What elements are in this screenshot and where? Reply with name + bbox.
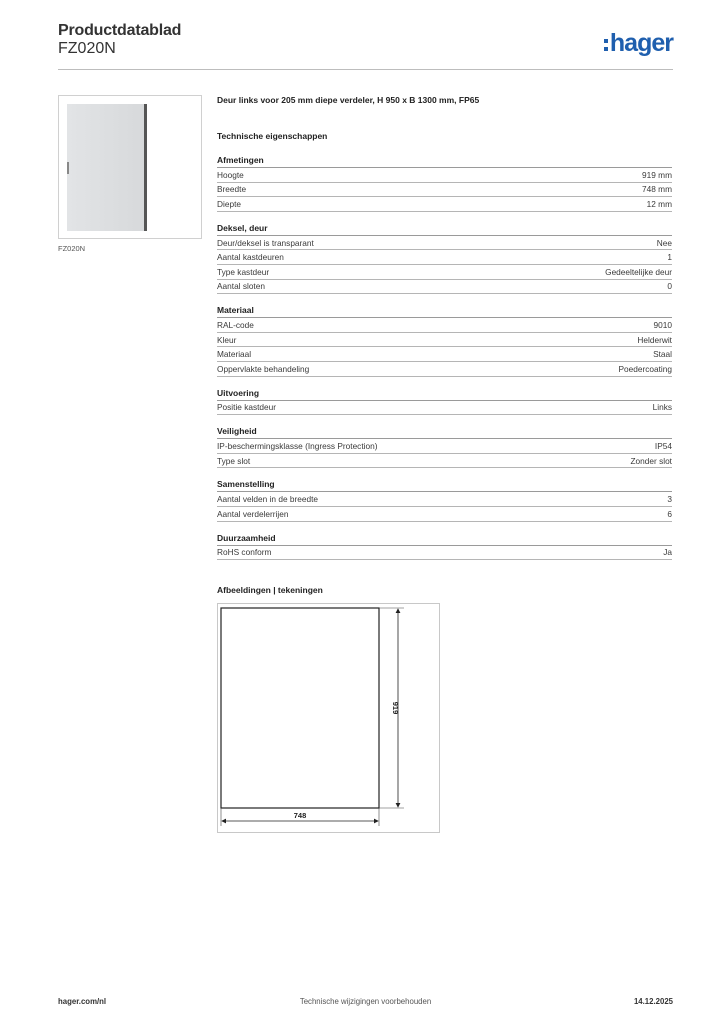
section-heading: Veiligheid — [217, 426, 672, 439]
height-label: 919 — [391, 701, 400, 715]
product-image — [58, 95, 202, 239]
spec-value: Ja — [663, 547, 672, 558]
technical-drawing — [217, 603, 440, 833]
spec-section — [217, 155, 672, 212]
spec-value: Helderwit — [637, 334, 672, 345]
hager-logo — [604, 30, 673, 56]
spec-label: Breedte — [217, 184, 247, 195]
spec-label: Aantal verdelerrijen — [217, 508, 289, 519]
width-label: 748 — [293, 811, 307, 820]
spec-row — [217, 439, 672, 454]
spec-value: 12 mm — [646, 198, 672, 209]
tech-heading: Technische eigenschappen — [217, 131, 328, 141]
spec-label: Kleur — [217, 334, 237, 345]
product-description: Deur links voor 205 mm diepe verdeler, H 950 x B 1300 mm, FP65 — [217, 95, 480, 105]
spec-value: 1 — [667, 252, 672, 263]
spec-row — [217, 183, 672, 198]
spec-value: 0 — [667, 281, 672, 292]
spec-label: Positie kastdeur — [217, 402, 277, 413]
logo-wordmark: hager — [609, 29, 673, 57]
images-section — [217, 585, 672, 820]
product-image-caption: FZ020N — [58, 244, 86, 253]
spec-value: 6 — [667, 508, 672, 519]
spec-label: Aantal sloten — [217, 281, 265, 292]
product-code: FZ020N — [58, 40, 116, 57]
spec-section — [217, 223, 672, 294]
spec-label: Aantal velden in de breedte — [217, 494, 319, 505]
footer-date: 14.12.2025 — [633, 997, 673, 1006]
spec-label: Deur/deksel is transparant — [217, 237, 314, 248]
spec-label: Type slot — [217, 455, 251, 466]
spec-row — [217, 492, 672, 507]
images-heading: Afbeeldingen | tekeningen — [217, 585, 323, 595]
spec-section — [217, 533, 672, 561]
spec-section — [217, 426, 672, 468]
spec-row — [217, 280, 672, 295]
spec-row — [217, 454, 672, 469]
spec-value: Nee — [656, 237, 672, 248]
section-heading: Materiaal — [217, 305, 672, 318]
spec-row — [217, 318, 672, 333]
spec-value: Links — [652, 402, 672, 413]
footer-website-link[interactable]: hager.com/nl — [58, 997, 107, 1006]
spec-section — [217, 479, 672, 521]
spec-label: Aantal kastdeuren — [217, 252, 284, 263]
spec-content — [217, 95, 672, 571]
page-footer — [58, 997, 673, 1011]
spec-row — [217, 546, 672, 561]
section-heading: Duurzaamheid — [217, 533, 672, 546]
page-title: Productdatablad — [58, 22, 182, 39]
spec-value: Zonder slot — [630, 455, 672, 466]
spec-value: Gedeeltelijke deur — [605, 266, 672, 277]
logo-dots-icon — [604, 39, 608, 51]
spec-row — [217, 347, 672, 362]
spec-label: Oppervlakte behandeling — [217, 363, 310, 374]
spec-row — [217, 401, 672, 416]
spec-row — [217, 250, 672, 265]
spec-row — [217, 265, 672, 280]
door-illustration — [67, 104, 147, 231]
spec-section — [217, 388, 672, 416]
spec-value: Poedercoating — [618, 363, 672, 374]
footer-notice: Technische wijzigingen voorbehouden — [299, 997, 432, 1006]
spec-value: 9010 — [653, 319, 672, 330]
spec-section — [217, 305, 672, 376]
spec-row — [217, 362, 672, 377]
spec-label: Hoogte — [217, 169, 244, 180]
spec-label: RoHS conform — [217, 547, 272, 558]
spec-value: 919 mm — [642, 169, 672, 180]
section-heading: Uitvoering — [217, 388, 672, 401]
spec-value: 748 mm — [642, 184, 672, 195]
section-heading: Afmetingen — [217, 155, 672, 168]
spec-label: Materiaal — [217, 349, 252, 360]
spec-label: IP-beschermingsklasse (Ingress Protection) — [217, 440, 378, 451]
section-heading: Samenstelling — [217, 479, 672, 492]
spec-value: Staal — [653, 349, 672, 360]
door-outline — [221, 608, 379, 808]
spec-row — [217, 333, 672, 348]
spec-row — [217, 236, 672, 251]
spec-row — [217, 197, 672, 212]
spec-value: 3 — [667, 494, 672, 505]
page-header — [58, 20, 673, 70]
spec-label: Diepte — [217, 198, 241, 209]
section-heading: Deksel, deur — [217, 223, 672, 236]
spec-label: Type kastdeur — [217, 266, 270, 277]
spec-label: RAL-code — [217, 319, 254, 330]
dimension-drawing — [218, 604, 439, 832]
spec-value: IP54 — [654, 440, 672, 451]
spec-sections — [217, 155, 672, 560]
spec-row — [217, 507, 672, 522]
spec-row — [217, 168, 672, 183]
